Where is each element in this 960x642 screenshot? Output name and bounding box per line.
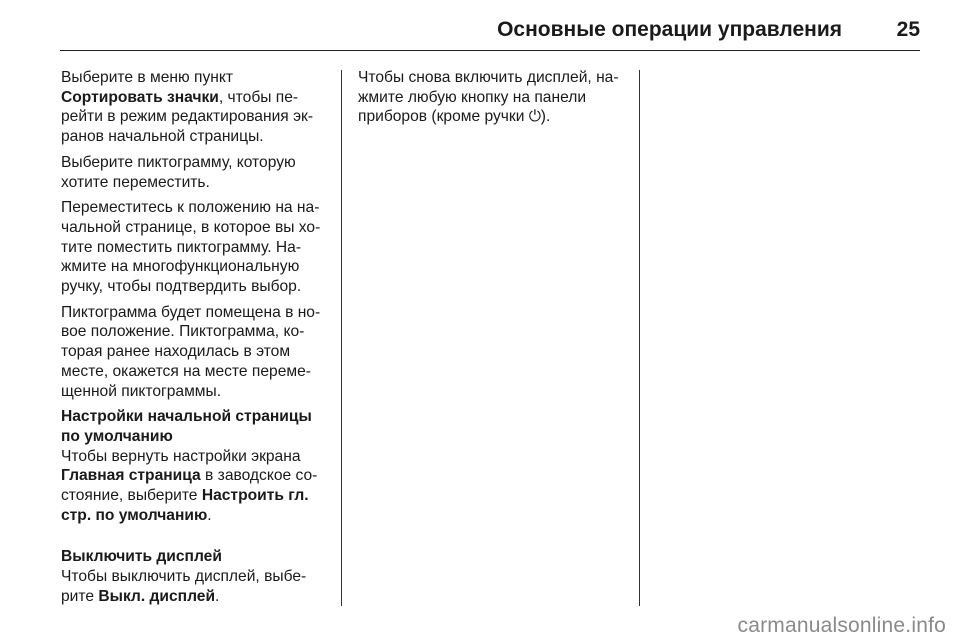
paragraph-sort-icons: Выберите в меню пункт Сортировать значки, чтобы пе-рейти в режим редактирования эк-ранов начальной страницы. <box>61 69 314 146</box>
section-default-settings: Настройки начальной страницы по умолчанию Чтобы вернуть настройки экрана Главная страница в заводское со-стояние, выберите Настроить гл. стр. по умолчанию. <box>61 408 318 524</box>
menu-item-set-default: Настроить гл. стр. по умолчанию <box>61 487 309 524</box>
watermark: carmanualsonline.info <box>737 614 946 637</box>
column-divider-2 <box>639 70 640 606</box>
paragraph-display-on: Чтобы снова включить дисплей, на-жмите любую кнопку на панели приборов (кроме ручки ⏻). <box>358 69 619 126</box>
paragraph-icon-placed: Пиктограмма будет помещена в но-вое положение. Пиктограмма, ко-торая ранее находилась в этом месте, окажется на месте переме-щенной пиктограммы. <box>61 303 321 400</box>
power-icon: ⏻ <box>528 108 542 126</box>
menu-item-sort-icons: Сортировать значки <box>61 88 219 106</box>
menu-item-display-off: Выкл. дисплей <box>98 587 216 605</box>
column-middle <box>358 68 623 133</box>
column-left <box>61 68 329 613</box>
section-heading-default-settings: Настройки начальной страницы по умолчанию <box>61 408 312 445</box>
section-display-off: Выключить дисплей Чтобы выключить дисплей, выбе-рите Выкл. дисплей. <box>61 548 307 605</box>
page-number: 25 <box>896 18 920 41</box>
column-divider-1 <box>341 70 342 606</box>
section-heading-display-off: Выключить дисплей <box>61 548 222 566</box>
page-title: Основные операции управления <box>497 18 842 41</box>
page-header <box>60 14 920 51</box>
paragraph-select-icon: Выберите пиктограмму, которую хотите переместить. <box>61 153 296 191</box>
term-home-page: Главная страница <box>61 467 201 485</box>
paragraph-move-position: Переместитесь к положению на на-чальной странице, в которое вы хо-тите поместить пиктограмму. На-жмите на многофункциональную ручку, чтобы подтвердить выбор. <box>61 199 321 296</box>
